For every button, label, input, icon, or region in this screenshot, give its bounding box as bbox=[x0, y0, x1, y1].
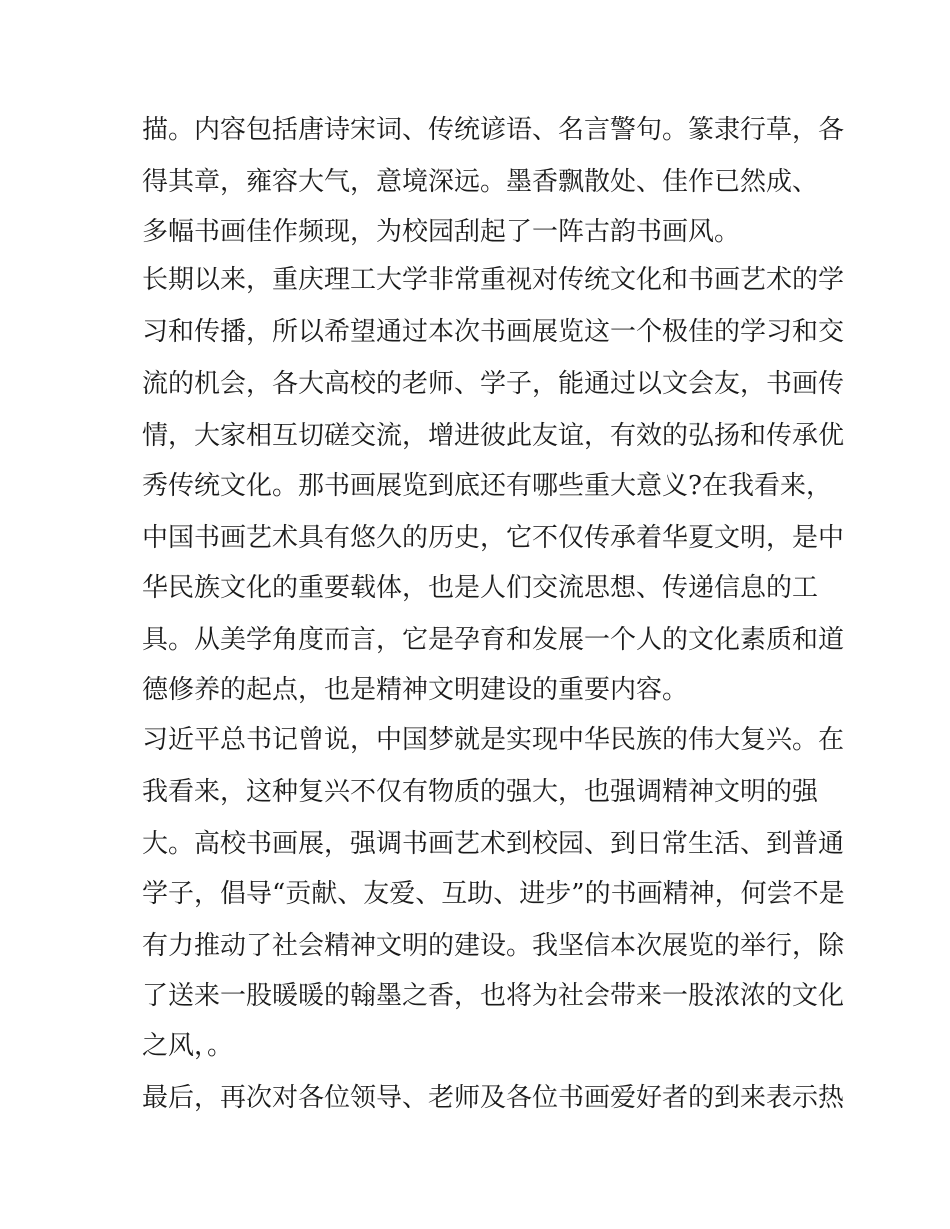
text-line: 了送来一股暖暖的翰墨之香，也将为社会带来一股浓浓的文化 bbox=[142, 981, 845, 1011]
text-line: 具。从美学角度而言，它是孕育和发展一个人的文化素质和道 bbox=[142, 625, 845, 655]
text-line: 最后，再次对各位领导、老师及各位书画爱好者的到来表示热 bbox=[142, 1083, 845, 1113]
text-line: 流的机会，各大高校的老师、学子，能通过以文会友，书画传 bbox=[142, 369, 845, 399]
text-line: 华民族文化的重要载体，也是人们交流思想、传递信息的工 bbox=[142, 573, 819, 603]
text-line: 习近平总书记曾说，中国梦就是实现中华民族的伟大复兴。在 bbox=[142, 725, 845, 755]
text-line: 中国书画艺术具有悠久的历史，它不仅传承着华夏文明，是中 bbox=[142, 523, 845, 553]
text-line: 之风，。 bbox=[142, 1031, 234, 1061]
text-line: 大。高校书画展，强调书画艺术到校园、到日常生活、到普通 bbox=[142, 829, 845, 859]
text-line: 情，大家相互切磋交流，增进彼此友谊，有效的弘扬和传承优 bbox=[142, 421, 845, 451]
text-line: 长期以来，重庆理工大学非常重视对传统文化和书画艺术的学 bbox=[142, 265, 845, 295]
text-line: 多幅书画佳作频现，为校园刮起了一阵古韵书画风。 bbox=[142, 217, 741, 247]
text-line: 德修养的起点，也是精神文明建设的重要内容。 bbox=[142, 675, 689, 705]
text-line: 描。内容包括唐诗宋词、传统谚语、名言警句。篆隶行草，各 bbox=[142, 115, 845, 145]
text-line: 我看来，这种复兴不仅有物质的强大，也强调精神文明的强 bbox=[142, 777, 819, 807]
text-line: 习和传播，所以希望通过本次书画展览这一个极佳的学习和交 bbox=[142, 317, 845, 347]
text-line: 秀传统文化。那书画展览到底还有哪些重大意义?在我看来， bbox=[142, 471, 832, 501]
text-line: 得其章，雍容大气，意境深远。墨香飘散处、佳作已然成、 bbox=[142, 167, 819, 197]
text-line: 有力推动了社会精神文明的建设。我坚信本次展览的举行，除 bbox=[142, 931, 845, 961]
text-line: 学子，倡导“贡献、友爱、互助、进步”的书画精神，何尝不是 bbox=[142, 879, 845, 909]
